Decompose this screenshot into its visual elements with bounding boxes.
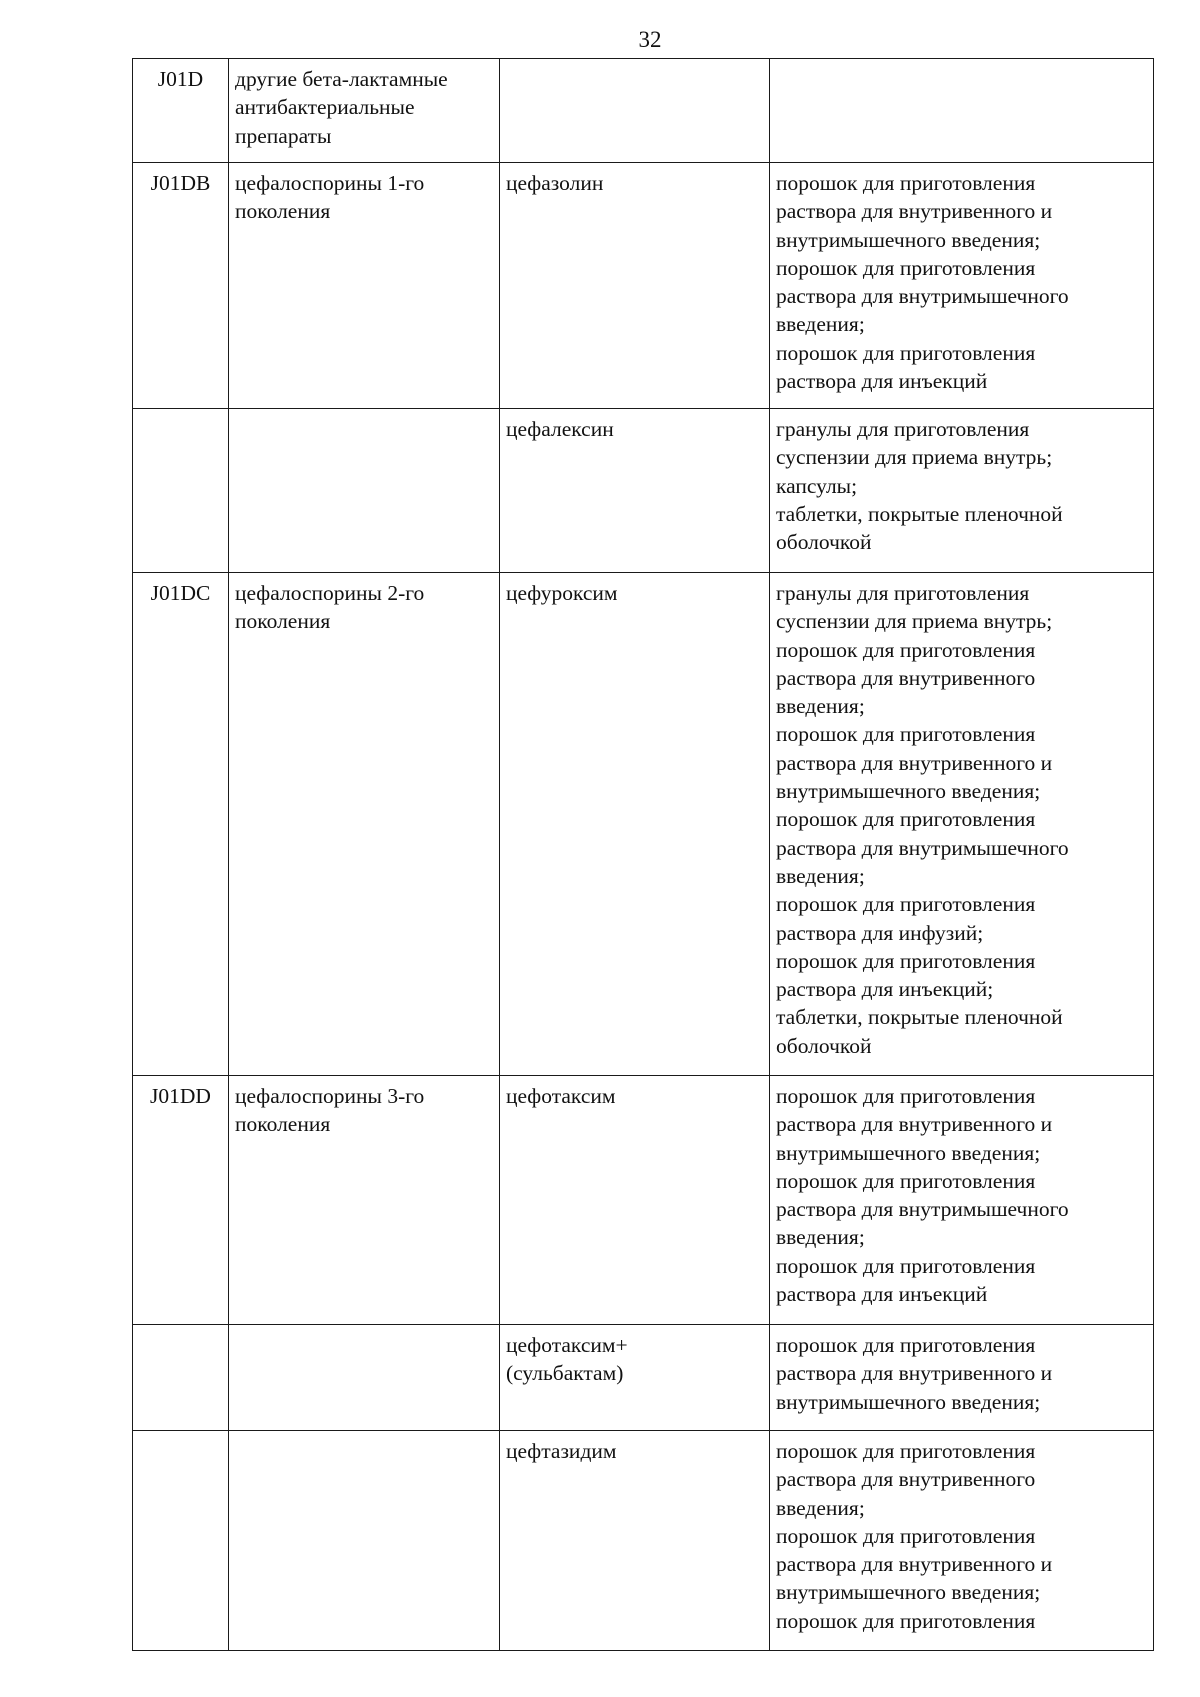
drug-text-line: цефотаксим (506, 1084, 616, 1108)
atc-code-cell (133, 1325, 229, 1431)
drug-name-cell (500, 1325, 770, 1431)
forms-text-line: порошок для приготовления (776, 1523, 1036, 1548)
forms-text-line: оболочкой (776, 530, 872, 555)
forms-text-line: внутримышечного введения; (776, 1389, 1041, 1414)
forms-text-line: введения; (776, 1495, 865, 1520)
forms-text-line: введения; (776, 1225, 865, 1250)
drug-text-line: (сульбактам) (506, 1361, 624, 1386)
dosage-forms-cell (770, 1076, 1154, 1325)
drug-name-cell (500, 1431, 770, 1651)
forms-text-line: порошок для приготовления (776, 1333, 1036, 1357)
dosage-forms-cell (770, 59, 1154, 163)
forms-text-line: порошок для приготовления (776, 340, 1036, 365)
group-text-line: поколения (235, 609, 331, 634)
forms-text-line: порошок для приготовления (776, 637, 1036, 662)
group-name-cell (229, 409, 500, 573)
table-row (133, 59, 1154, 163)
group-name-cell (229, 1431, 500, 1651)
forms-text-line: раствора для внутривенного и (776, 750, 1053, 775)
forms-text-line: порошок для приготовления (776, 171, 1036, 195)
forms-text-line: порошок для приготовления (776, 1084, 1036, 1108)
forms-text-line: введения; (776, 312, 865, 337)
drug-table (132, 58, 1154, 1651)
forms-text-line: раствора для инфузий; (776, 920, 984, 945)
dosage-forms-cell (770, 163, 1154, 409)
table-row (133, 1431, 1154, 1651)
forms-text-line: внутримышечного введения; (776, 1580, 1041, 1605)
forms-text-line: порошок для приготовления (776, 948, 1036, 973)
forms-text-line: таблетки, покрытые пленочной (776, 1005, 1063, 1030)
forms-text-line: таблетки, покрытые пленочной (776, 501, 1063, 526)
table-row (133, 1076, 1154, 1325)
group-name-cell (229, 1076, 500, 1325)
forms-text-line: суспензии для приема внутрь; (776, 609, 1053, 634)
table-row (133, 409, 1154, 573)
forms-text-line: порошок для приготовления (776, 1253, 1036, 1278)
forms-text-line: гранулы для приготовления (776, 417, 1030, 441)
forms-text-line: суспензии для приема внутрь; (776, 445, 1053, 470)
group-text-line: цефалоспорины 1-го (235, 171, 425, 195)
forms-text-line: оболочкой (776, 1033, 872, 1058)
dosage-forms-cell (770, 1431, 1154, 1651)
group-text-line: препараты (235, 123, 332, 148)
forms-text-line: раствора для внутривенного (776, 1467, 1036, 1492)
forms-text-line: раствора для внутривенного и (776, 1552, 1053, 1577)
forms-text-line: раствора для внутривенного и (776, 1361, 1053, 1386)
drug-name-cell (500, 409, 770, 573)
forms-text-line: порошок для приготовления (776, 1608, 1036, 1633)
table-row (133, 1325, 1154, 1431)
code-text: J01DB (150, 171, 211, 195)
table-row (133, 163, 1154, 409)
group-name-cell (229, 163, 500, 409)
forms-text-line: внутримышечного введения; (776, 1140, 1041, 1165)
atc-code-cell (133, 59, 229, 163)
group-text-line: поколения (235, 1112, 331, 1137)
drug-name-cell (500, 59, 770, 163)
group-text-line: цефалоспорины 2-го (235, 581, 425, 605)
drug-name-cell (500, 163, 770, 409)
drug-text-line: цефотаксим+ (506, 1333, 628, 1357)
group-name-cell (229, 59, 500, 163)
group-name-cell (229, 573, 500, 1076)
forms-text-line: раствора для внутривенного и (776, 1112, 1053, 1137)
forms-text-line: раствора для внутримышечного (776, 835, 1069, 860)
drug-text-line: цефазолин (506, 171, 604, 195)
forms-text-line: раствора для внутримышечного (776, 1197, 1069, 1222)
atc-code-cell (133, 1076, 229, 1325)
forms-text-line: введения; (776, 863, 865, 888)
code-text: J01DC (150, 581, 211, 605)
group-text-line: цефалоспорины 3-го (235, 1084, 425, 1108)
forms-text-line: раствора для инъекций (776, 369, 988, 394)
code-text: J01D (157, 67, 204, 91)
forms-text-line: внутримышечного введения; (776, 227, 1041, 252)
dosage-forms-cell (770, 409, 1154, 573)
forms-text-line: раствора для внутривенного и (776, 199, 1053, 224)
forms-text-line: порошок для приготовления (776, 1439, 1036, 1463)
atc-code-cell (133, 573, 229, 1076)
forms-text-line: порошок для приготовления (776, 807, 1036, 832)
page-number: 32 (638, 27, 662, 52)
forms-text-line: раствора для инъекций; (776, 977, 994, 1002)
forms-text-line: введения; (776, 694, 865, 719)
drug-name-cell (500, 1076, 770, 1325)
drug-text-line: цефалексин (506, 417, 614, 441)
forms-text-line: порошок для приготовления (776, 1168, 1036, 1193)
forms-text-line: порошок для приготовления (776, 255, 1036, 280)
group-name-cell (229, 1325, 500, 1431)
forms-text-line: порошок для приготовления (776, 892, 1036, 917)
forms-text-line: гранулы для приготовления (776, 581, 1030, 605)
group-text-line: антибактериальные (235, 95, 415, 120)
group-text-line: другие бета-лактамные (235, 67, 448, 91)
forms-text-line: внутримышечного введения; (776, 779, 1041, 804)
forms-text-line: раствора для внутривенного (776, 665, 1036, 690)
atc-code-cell (133, 1431, 229, 1651)
forms-text-line: раствора для инъекций (776, 1282, 988, 1307)
code-text: J01DD (150, 1084, 211, 1108)
group-text-line: поколения (235, 199, 331, 224)
forms-text-line: раствора для внутримышечного (776, 284, 1069, 309)
atc-code-cell (133, 163, 229, 409)
atc-code-cell (133, 409, 229, 573)
dosage-forms-cell (770, 573, 1154, 1076)
drug-text-line: цефуроксим (506, 581, 618, 605)
dosage-forms-cell (770, 1325, 1154, 1431)
table-row (133, 573, 1154, 1076)
forms-text-line: порошок для приготовления (776, 722, 1036, 747)
forms-text-line: капсулы; (776, 473, 858, 498)
drug-name-cell (500, 573, 770, 1076)
drug-text-line: цефтазидим (506, 1439, 617, 1463)
